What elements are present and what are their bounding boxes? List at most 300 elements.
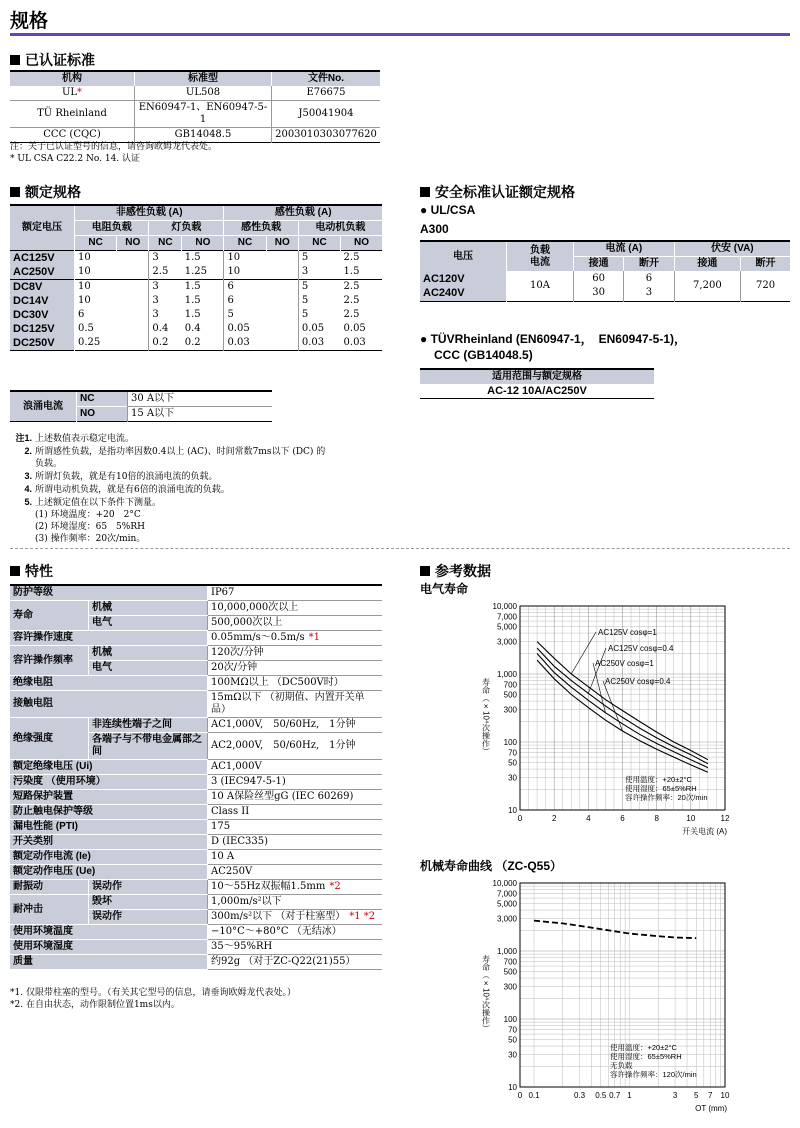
prop-value-text: 约92g （对于ZC-Q22(21)55）	[211, 956, 356, 967]
prop-value-text: 100MΩ以上 （DC500V时）	[211, 677, 344, 688]
rating-res-no-cell	[117, 336, 149, 351]
y-tick-label: 700	[503, 680, 517, 690]
rating-header-no: NO	[182, 236, 224, 251]
prop-subname: 机械	[89, 646, 208, 661]
rating-dc-body	[10, 280, 382, 351]
rating-header-no: NO	[117, 236, 149, 251]
prop-value-text: Class II	[211, 806, 250, 817]
footnote-mark: *2	[329, 881, 341, 892]
chart-annotation: 容许操作频率：20次/min	[625, 793, 708, 802]
rating-ind-no-cell	[266, 308, 298, 322]
prop-name: 额定绝缘电压 (Ui)	[10, 760, 208, 775]
rating-lamp-nc-cell: 3	[152, 309, 159, 320]
x-tick-label: 8	[654, 814, 659, 823]
mechanical-life-chart	[420, 875, 790, 1120]
rating-voltage-cell: DC250V	[10, 336, 75, 351]
rating-lamp-no-cell: 1.25	[182, 265, 224, 280]
rating-ind-cell: 5	[227, 309, 234, 320]
prop-value	[208, 631, 383, 646]
props-note: *1. 仅限带柱塞的型号。（有关其它型号的信息，请垂询欧姆龙代表处。）	[10, 988, 296, 998]
table-row	[10, 265, 382, 280]
series-line	[534, 921, 696, 939]
rating-motor-no-cell: 2.5	[343, 252, 360, 263]
table-row	[10, 294, 382, 308]
rating-lamp-no-cell: 0.2	[182, 336, 224, 351]
rating-lamp-no-cell: 1.5	[182, 294, 224, 308]
y-tick-label: 70	[508, 1025, 517, 1035]
rating-header-nc: NC	[149, 236, 182, 251]
cert-heading: 已认证标准	[10, 50, 95, 70]
safety-voltage-2: AC240V	[423, 287, 465, 299]
prop-value	[208, 661, 383, 676]
note-text: (3) 操作频率：20次/min。	[35, 534, 146, 544]
prop-value	[208, 733, 383, 760]
chart-title: 电气寿命	[420, 582, 469, 596]
safety-va-break-value: 720	[756, 280, 776, 291]
rating-ind-cell: 0.05	[227, 323, 250, 334]
y-tick-label: 30	[508, 773, 517, 783]
rating-header-nc: NC	[298, 236, 340, 251]
square-bullet-icon	[420, 566, 430, 576]
safety-table	[420, 240, 790, 302]
prop-name: 寿命	[10, 601, 89, 631]
cert-std: UL508	[135, 86, 272, 101]
rating-ind-cell: 10	[227, 252, 241, 263]
scope-table	[420, 368, 654, 399]
rating-voltage-cell: DC125V	[10, 322, 75, 336]
rating-lamp-nc-cell: 3	[152, 252, 159, 263]
rating-header-no: NO	[266, 236, 298, 251]
note-text: (2) 环境湿度：65 5%RH	[35, 522, 145, 532]
rating-res-no-cell	[117, 280, 149, 295]
prop-value	[208, 925, 383, 940]
rating-lamp-no-cell: 1.5	[182, 308, 224, 322]
rating-ind-no-cell	[266, 265, 298, 280]
rating-lamp-nc-cell: 0.2	[152, 337, 169, 348]
prop-value	[208, 676, 383, 691]
safety-header-va-break: 断开	[741, 257, 790, 272]
rating-header-nc: NC	[224, 236, 266, 251]
rating-ind-no-cell	[266, 322, 298, 336]
prop-value-text: AC1,000V, 50/60Hz, 1分钟	[211, 719, 356, 730]
y-tick-label: 30	[508, 1050, 517, 1060]
note-number: 3.	[24, 471, 32, 481]
prop-subname: 非连续性端子之间	[89, 718, 208, 733]
table-row	[10, 336, 382, 351]
cert-file: J50041904	[298, 108, 354, 119]
y-tick-label: 100	[503, 1015, 517, 1024]
rating-motor-no-cell: 2.5	[343, 295, 360, 306]
rating-motor-no-cell: 2.5	[343, 309, 360, 320]
table-row	[10, 895, 382, 910]
prop-name: 污染度 （使用环境）	[10, 775, 208, 790]
y-tick-label: 3,000	[496, 637, 517, 647]
x-tick-label: 3	[672, 1091, 678, 1100]
safety-header-current: 电流 (A)	[574, 241, 675, 257]
section-divider	[10, 548, 790, 549]
x-tick-label: 0.5	[595, 1091, 607, 1100]
cert-header-std: 标准型	[135, 71, 272, 86]
rating-motor-nc-cell: 3	[301, 266, 309, 277]
safety-break-1: 6	[645, 273, 653, 284]
prop-value-text: IP67	[211, 587, 235, 598]
note-number: 5.	[24, 497, 32, 507]
y-tick-label: 300	[503, 982, 517, 992]
prop-value-text: 1,000m/s²以下	[211, 896, 282, 907]
note-text: 所谓电动机负载，就是有6倍的浪涌电流的负载。	[35, 485, 230, 495]
inrush-label: 浪涌电流	[10, 391, 77, 422]
y-tick-label: 5,000	[496, 622, 517, 632]
prop-value-text: 0.05mm/s～0.5m/s	[211, 632, 305, 643]
table-row	[10, 955, 382, 970]
cert-std: EN60947-1、EN60947-5-1	[135, 101, 272, 128]
rating-ind-no-cell	[266, 280, 298, 295]
prop-value	[208, 616, 383, 631]
inrush-nc-label: NC	[77, 391, 128, 407]
rating-motor-no-cell: 0.05	[343, 323, 366, 334]
table-row	[10, 940, 382, 955]
note-line	[10, 496, 325, 509]
table-row	[10, 790, 382, 805]
prop-value	[208, 691, 383, 718]
rating-res-no-cell	[117, 322, 149, 336]
table-row	[10, 925, 382, 940]
y-tick-label: 7,000	[496, 612, 517, 622]
prop-name: 额定动作电流 (Ie)	[10, 850, 208, 865]
legend-leader	[588, 648, 606, 693]
rating-notes	[10, 432, 325, 545]
chart-title: 机械寿命曲线 （ZC-Q55）	[420, 859, 563, 873]
page-title: 规格	[10, 11, 49, 32]
prop-subname: 机械	[89, 601, 208, 616]
y-tick-label: 10,000	[492, 879, 517, 888]
y-tick-label: 700	[503, 957, 517, 967]
table-row	[10, 805, 382, 820]
square-bullet-icon	[10, 55, 20, 65]
note-text: 上述额定值在以下条件下测量。	[35, 498, 162, 508]
prop-subname: 误动作	[89, 910, 208, 925]
rating-ac-body	[10, 251, 382, 280]
rating-ind-no-cell	[266, 336, 298, 351]
rating-header-nc: NC	[75, 236, 117, 251]
note-line	[10, 458, 325, 470]
rating-res-cell: 10	[78, 266, 91, 277]
y-tick-label: 500	[503, 967, 517, 977]
prop-value-text: 15mΩ以下 （初期值、内置开关单品）	[211, 692, 365, 715]
rating-lamp-nc-cell: 2.5	[152, 266, 169, 277]
prop-value	[208, 910, 383, 925]
x-tick-label: 4	[586, 814, 591, 823]
safety-header-voltage: 电压	[420, 241, 507, 271]
props-heading: 特性	[10, 561, 53, 581]
x-tick-label: 0.7	[609, 1091, 621, 1100]
cert-note: * UL CSA C22.2 No. 14. 认证	[10, 154, 141, 164]
rating-voltage-cell: DC14V	[10, 294, 75, 308]
safety-header-va: 伏安 (VA)	[674, 241, 790, 257]
safety-header-break: 断开	[624, 257, 674, 272]
x-tick-label: 6	[620, 814, 625, 823]
rating-res-no-cell	[117, 265, 149, 280]
rating-header-ind: 感性负载 (A)	[224, 205, 382, 221]
inrush-no-value: 15 A以下	[128, 407, 273, 422]
electrical-life-chart	[420, 598, 790, 842]
chart-annotation: 使用温度：+20±2°C	[610, 1043, 677, 1052]
rating-heading: 额定规格	[10, 182, 81, 202]
prop-value	[208, 601, 383, 616]
safety-break-2: 3	[645, 287, 653, 298]
cert-file: E76675	[306, 87, 346, 98]
table-row	[10, 760, 382, 775]
safety-va-make-value: 7,200	[674, 271, 740, 302]
scope-value: AC-12 10A/AC250V	[487, 385, 587, 397]
a300-label: A300	[420, 222, 449, 236]
rating-res-cell: 0.25	[78, 337, 101, 348]
y-tick-label: 70	[508, 748, 517, 758]
rating-lamp-no-cell: 1.5	[182, 280, 224, 295]
table-row	[10, 280, 382, 295]
prop-value	[208, 865, 383, 880]
y-tick-label: 5,000	[496, 899, 517, 909]
prop-name: 耐冲击	[10, 895, 89, 925]
prop-name: 额定动作电压 (Ue)	[10, 865, 208, 880]
prop-value	[208, 880, 383, 895]
note-text: 上述数值表示稳定电流。	[35, 434, 135, 444]
note-number: 2.	[24, 446, 32, 456]
series-label: AC125V cosφ=1	[598, 628, 657, 637]
note-line	[10, 509, 325, 521]
rating-table	[10, 204, 382, 351]
rating-lamp-no-cell: 0.4	[182, 322, 224, 336]
rating-res-cell: 10	[78, 281, 91, 292]
prop-value	[208, 955, 383, 970]
rating-ind-cell: 0.03	[227, 337, 250, 348]
cert-table	[10, 70, 380, 143]
cert-org: UL	[61, 87, 78, 98]
ulcsa-label: ● UL/CSA	[420, 203, 476, 217]
rating-header-lamp: 灯负载	[149, 221, 224, 236]
table-row	[10, 850, 382, 865]
note-line	[10, 470, 325, 483]
prop-value	[208, 585, 383, 601]
prop-value	[208, 718, 383, 733]
chart-annotation: 使用温度：+20±2°C	[625, 775, 692, 784]
note-line	[10, 533, 325, 545]
prop-subname: 误动作	[89, 880, 208, 895]
prop-value-text: 10 A	[211, 851, 235, 862]
prop-value-text: 120次/分钟	[211, 647, 264, 658]
cert-note: 注：关于已认证型号的信息，请咨询欧姆龙代表处。	[10, 142, 218, 152]
prop-value-text: 20次/分钟	[211, 662, 258, 673]
x-axis-label: OT (mm)	[695, 1104, 727, 1113]
rating-res-no-cell	[117, 251, 149, 266]
table-row	[10, 322, 382, 336]
prop-value-text: AC1,000V	[211, 761, 262, 772]
table-row	[10, 631, 382, 646]
prop-value-text: 175	[211, 821, 231, 832]
prop-subname: 电气	[89, 616, 208, 631]
prop-value-text: 10～55Hz双振幅1.5mm	[211, 881, 326, 892]
legend-leader	[571, 632, 596, 674]
rating-motor-no-cell: 1.5	[343, 266, 360, 277]
square-bullet-icon	[420, 187, 430, 197]
prop-value-text: 300m/s²以下 （对于柱塞型）	[211, 911, 346, 922]
rating-ind-no-cell	[266, 294, 298, 308]
rating-voltage-cell: DC30V	[10, 308, 75, 322]
x-tick-label: 0	[517, 1091, 523, 1100]
prop-name: 接触电阻	[10, 691, 208, 718]
footnote-mark: *1 *2	[349, 911, 376, 922]
prop-value	[208, 760, 383, 775]
rating-res-cell: 10	[78, 295, 91, 306]
prop-value-text: 500,000次以上	[211, 617, 283, 628]
table-row	[10, 865, 382, 880]
prop-value	[208, 940, 383, 955]
series-label: AC250V cosφ=1	[595, 659, 654, 668]
note-line	[10, 432, 325, 445]
prop-value-text: D (IEC335)	[211, 836, 268, 847]
prop-name: 使用环境湿度	[10, 940, 208, 955]
rating-voltage-cell: DC8V	[10, 280, 75, 295]
prop-value	[208, 646, 383, 661]
prop-name: 防护等级	[10, 585, 208, 601]
scope-header: 适用范围与额定规格	[420, 369, 654, 384]
rating-res-cell: 0.5	[78, 323, 94, 334]
rating-header-res: 电阻负载	[75, 221, 149, 236]
prop-value-text: 10,000,000次以上	[211, 602, 299, 613]
prop-subname: 电气	[89, 661, 208, 676]
chart-annotation: 使用湿度：65±5%RH	[625, 784, 697, 793]
cert-header-file: 文件No.	[272, 71, 381, 86]
note-text: (1) 环境温度：+20 2°C	[35, 510, 141, 520]
cert-org: TÜ Rheinland	[10, 101, 135, 128]
rating-lamp-nc-cell: 0.4	[152, 323, 169, 334]
rating-lamp-nc-cell: 3	[152, 281, 159, 292]
chart-annotation: 无负载	[610, 1061, 633, 1070]
y-tick-label: 10,000	[492, 602, 517, 611]
y-tick-label: 100	[503, 738, 517, 747]
prop-value-text: AC2,000V, 50/60Hz, 1分钟	[211, 740, 356, 751]
x-tick-label: 0.1	[528, 1091, 540, 1100]
x-tick-label: 0	[517, 814, 523, 823]
chart-annotation: 使用湿度：65±5%RH	[610, 1052, 682, 1061]
y-tick-label: 7,000	[496, 889, 517, 899]
ul-mark: *	[77, 87, 83, 98]
table-row	[10, 308, 382, 322]
table-row	[10, 691, 382, 718]
ccc-label: CCC (GB14048.5)	[434, 348, 533, 362]
square-bullet-icon	[10, 566, 20, 576]
safety-load-value: 10A	[507, 271, 574, 302]
y-tick-label: 500	[503, 690, 517, 700]
prop-name: 使用环境温度	[10, 925, 208, 940]
y-tick-label: 300	[503, 705, 517, 715]
y-axis-label: 寿命（×10⁴次操作）	[481, 955, 491, 1033]
table-row	[10, 646, 382, 661]
note-number: 注1.	[15, 433, 32, 443]
x-tick-label: 7	[707, 1091, 713, 1100]
prop-value	[208, 895, 383, 910]
ref-heading: 参考数据	[420, 561, 491, 581]
rating-res-no-cell	[117, 308, 149, 322]
title-divider	[10, 33, 790, 36]
inrush-nc-value: 30 A以下	[128, 391, 273, 407]
inrush-table	[10, 390, 272, 422]
safety-header-load: 负载 电流	[507, 241, 574, 271]
x-tick-label: 1	[627, 1091, 632, 1100]
table-row	[10, 880, 382, 895]
tuv-label: ● TÜVRheinland (EN60947-1， EN60947-5-1)，	[420, 332, 686, 346]
square-bullet-icon	[10, 187, 20, 197]
x-tick-label: 10	[686, 814, 696, 823]
rating-motor-no-cell: 2.5	[343, 281, 360, 292]
x-tick-label: 0.3	[574, 1091, 586, 1100]
x-tick-label: 12	[720, 814, 730, 823]
cert-org: CCC (CQC)	[10, 128, 135, 143]
rating-header-voltage: 额定电压	[10, 205, 75, 251]
rating-res-no-cell	[117, 294, 149, 308]
prop-name: 耐振动	[10, 880, 89, 895]
rating-motor-nc-cell: 5	[301, 252, 309, 263]
rating-ind-cell: 6	[227, 295, 234, 306]
safety-make-2: 30	[592, 287, 606, 298]
prop-value-text: 35～95%RH	[211, 941, 273, 952]
note-line	[10, 521, 325, 533]
rating-res-cell: 6	[78, 309, 85, 320]
note-text: 所谓感性负载，是指功率因数0.4以上 (AC)、时间常数7ms以下 (DC) 的	[35, 447, 326, 457]
rating-ind-cell: 10	[227, 266, 241, 277]
y-tick-label: 1,000	[496, 670, 517, 679]
cert-file: 2003010303077620	[275, 129, 377, 140]
chart-annotation: 容许操作频率：120次/min	[610, 1070, 697, 1079]
table-row	[10, 718, 382, 733]
series-label: AC125V cosφ=0.4	[608, 644, 674, 653]
rating-lamp-no-cell: 1.5	[182, 251, 224, 266]
safety-header-va-make: 接通	[674, 257, 740, 272]
prop-value-text: −10°C～+80°C （无结冰）	[211, 926, 342, 937]
rating-res-cell: 10	[78, 252, 91, 263]
rating-header-motor: 电动机负载	[298, 221, 382, 236]
rating-voltage-cell: AC250V	[10, 265, 75, 280]
rating-motor-nc-cell: 5	[301, 309, 309, 320]
safety-make-1: 60	[592, 273, 606, 284]
table-row	[10, 251, 382, 266]
note-line	[10, 445, 325, 458]
prop-value	[208, 790, 383, 805]
table-row	[420, 271, 790, 302]
rating-ind-cell: 6	[227, 281, 234, 292]
rating-motor-nc-cell: 5	[301, 295, 309, 306]
prop-name: 绝缘电阻	[10, 676, 208, 691]
table-row	[10, 86, 380, 101]
cert-header-org: 机构	[10, 71, 135, 86]
props-note: *2. 在自由状态，动作限制位置1ms以内。	[10, 1000, 180, 1010]
rating-header-no: NO	[341, 236, 382, 251]
y-tick-label: 1,000	[496, 947, 517, 956]
prop-value-text: 10 A保险丝型gG (IEC 60269)	[211, 791, 354, 802]
note-number: 4.	[24, 484, 32, 494]
x-axis-label: 开关电流 (A)	[682, 827, 727, 836]
table-row	[10, 835, 382, 850]
prop-value	[208, 805, 383, 820]
table-row	[10, 820, 382, 835]
x-tick-label: 10	[720, 1091, 730, 1100]
table-row	[10, 676, 382, 691]
prop-subname: 各端子与不带电金属部之间	[89, 733, 208, 760]
note-text: 负载。	[35, 459, 63, 469]
prop-name: 容许操作速度	[10, 631, 208, 646]
x-tick-label: 2	[551, 814, 557, 823]
prop-name: 质量	[10, 955, 208, 970]
